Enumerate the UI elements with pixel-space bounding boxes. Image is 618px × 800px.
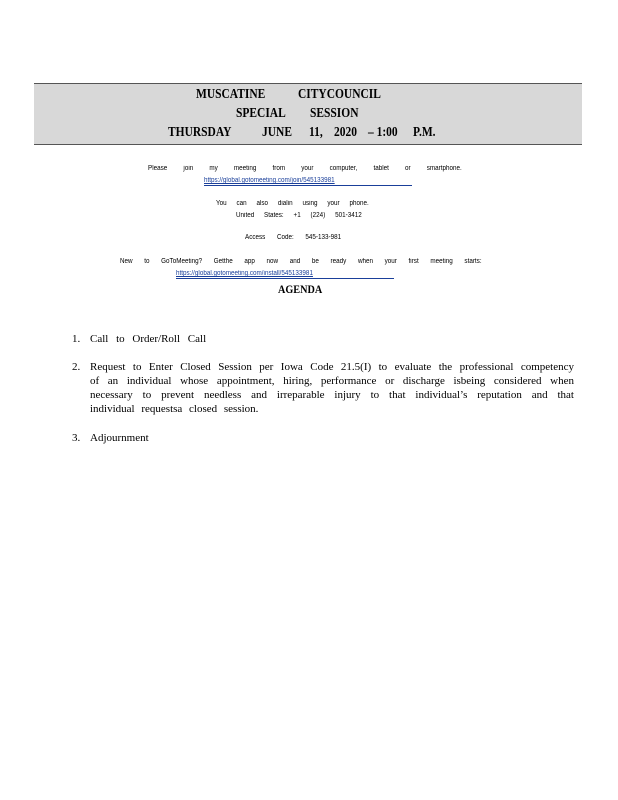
agenda-item-number: 1. (72, 333, 81, 345)
agenda-title: AGENDA (278, 282, 323, 296)
join-link-underline (204, 185, 412, 186)
agenda-item-number: 2. (72, 361, 81, 373)
agenda-item-number: 3. (72, 432, 81, 444)
dial-in-text: You can also dialin using your phone. (216, 200, 369, 207)
join-instructions: Please join my meeting from your computer, tablet or smartphone. (148, 165, 462, 172)
meeting-time: – 1:00 (368, 125, 398, 140)
meeting-ampm: P.M. (413, 125, 436, 140)
agenda-item-text: Adjournment (90, 432, 149, 444)
install-link-underline (176, 278, 394, 279)
install-link[interactable]: https://global.gotomeeting.com/install/545133981 (176, 270, 313, 277)
agenda-item-text: Call to Order/Roll Call (90, 333, 207, 345)
join-link[interactable]: https://global.gotomeeting.com/join/545133981 (204, 177, 335, 184)
city-name: MUSCATINE (196, 87, 266, 102)
phone-number: United States: +1 (224) 501-3412 (236, 212, 362, 219)
agenda-item-text: Request to Enter Closed Session per Iowa Code 21.5(I) to evaluate the professional competency of an individual whose appointment, hiring, performance or discharge isbeing considered when necessary to prevent needless and irreparable injury to that individual’s reputation and that individual requestsa closed session. (90, 361, 574, 415)
meeting-month: JUNE (262, 125, 292, 140)
access-code: Access Code: 545-133-981 (245, 234, 342, 241)
council-name: CITYCOUNCIL (298, 87, 381, 102)
meeting-year: 2020 (334, 125, 357, 140)
meeting-date: 11, (309, 125, 323, 140)
gotomeeting-info: New to GoToMeeting? Getthe app now and be ready when your first meeting starts: (120, 258, 482, 265)
session-label: SESSION (310, 106, 359, 121)
meeting-day: THURSDAY (168, 125, 232, 140)
session-type: SPECIAL (236, 106, 286, 121)
